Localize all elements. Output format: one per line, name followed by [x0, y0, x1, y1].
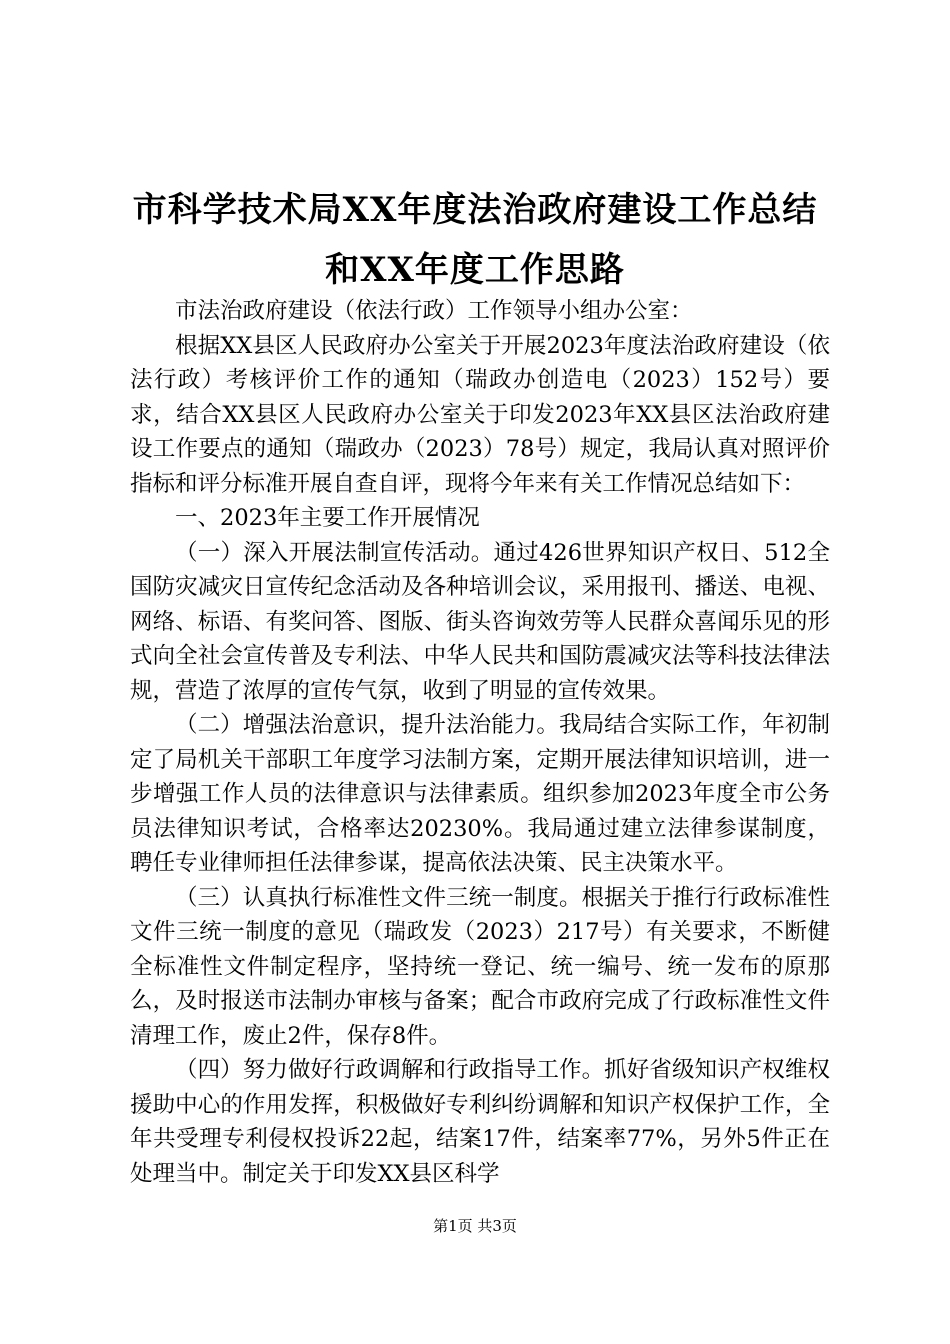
salutation-paragraph: 市法治政府建设（依法行政）工作领导小组办公室：	[175, 298, 693, 324]
body-paragraph: （四）努力做好行政调解和行政指导工作。抓好省级知识产权维权援助中心的作用发挥，积极做好专利纠纷调解和知识产权保护工作，全年共受理专利侵权投诉22起，结案17件，结案率77%，另外5件正在处理当中。制定关于印发XX县区科学	[130, 1057, 830, 1187]
section-heading: 一、2023年主要工作开展情况	[175, 505, 480, 531]
document-title-line-1: 市科学技术局XX年度法治政府建设工作总结	[132, 190, 818, 230]
body-paragraph: （二）增强法治意识，提升法治能力。我局结合实际工作，年初制定了局机关干部职工年度学习法制方案，定期开展法律知识培训，进一步增强工作人员的法律意识与法律素质。组织参加2023年度全市公务员法律知识考试，合格率达20230%。我局通过建立法律参谋制度，聘任专业律师担任法律参谋，提高依法决策、民主决策水平。	[130, 712, 830, 876]
body-paragraph: （三）认真执行标准性文件三统一制度。根据关于推行行政标准性文件三统一制度的意见（瑞政发（2023）217号）有关要求，不断健全标准性文件制定程序，坚持统一登记、统一编号、统一发布的原那么，及时报送市法制办审核与备案；配合市政府完成了行政标准性文件清理工作，废止2件，保存8件。	[130, 884, 830, 1049]
document-title-line-2: 和XX年度工作思路	[325, 250, 625, 290]
document-body	[130, 294, 830, 1191]
body-paragraph: （一）深入开展法制宣传活动。通过426世界知识产权日、512全国防灾减灾日宣传纪念活动及各种培训会议，采用报刊、播送、电视、网络、标语、有奖问答、图版、街头咨询效劳等人民群众喜闻乐见的形式向全社会宣传普及专利法、中华人民共和国防震减灾法等科技法律法规，营造了浓厚的宣传气氛，收到了明显的宣传效果。	[130, 539, 830, 704]
page-number-footer: 第1页 共3页	[433, 1217, 517, 1235]
intro-paragraph: 根据XX县区人民政府办公室关于开展2023年度法治政府建设（依法行政）考核评价工作的通知（瑞政办创造电（2023）152号）要求，结合XX县区人民政府办公室关于印发2023年XX县区法治政府建设工作要点的通知（瑞政办（2023）78号）规定，我局认真对照评价指标和评分标准开展自查自评，现将今年来有关工作情况总结如下：	[130, 332, 830, 497]
